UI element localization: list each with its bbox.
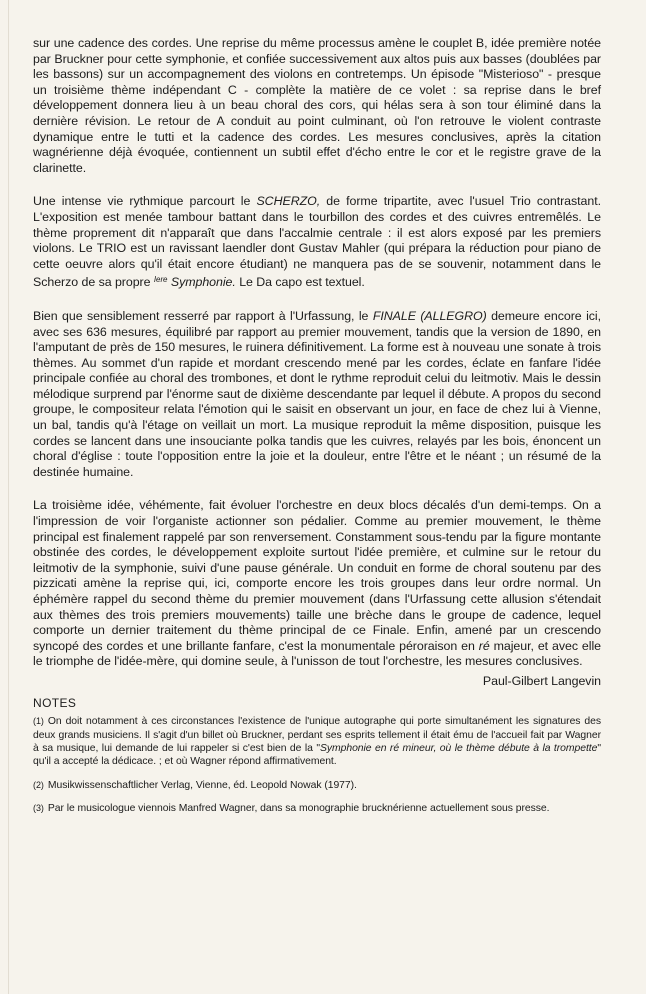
paragraph-1-text: sur une cadence des cordes. Une reprise du même processus amène le couplet B, idée première notée par Bruckner pour cette symphonie, et confiée successivement aux altos puis aux basses (doublées par les bassons) sur un accompagnement des violons en contretemps. Un épisode "Misterioso" - presque un troisième thème indépendant C - complète la matière de ce volet : sa reprise dans le bref développement donnera lieu à un beau choral des cors, qui hélas sera à son tour éliminé dans la dernière révision. Le retour de A conduit au point culminant, où l'on retrouve le violent contraste dynamique entre le tutti et la cadence des cordes. Les mesures conclusives, après la citation wagnérienne déjà évoquée, contiennent un subtil effet d'écho entre le cor et le registre grave de la clarinette. <box>33 36 601 175</box>
paragraph-2-text-c: Le Da capo est textuel. <box>235 275 365 290</box>
re-italic: ré <box>478 638 490 653</box>
note-2-text: Musikwissenschaftlicher Verlag, Vienne, éd. Leopold Nowak (1977). <box>47 779 357 791</box>
paragraph-scherzo <box>33 194 601 291</box>
note-1-italic: Symphonie en ré mineur, où le thème débute à la trompette <box>319 742 598 754</box>
superscript-premiere: Iere <box>153 275 168 285</box>
paragraph-2-text-b: de forme tripartite, avec l'usuel Trio contrastant. L'exposition est menée tambour battant dans le tourbillon des cordes et des cuivres entremêlés. Le thème proprement dit n'apparaît que dans l'accalmie centrale : il est alors exposé par les premiers violons. Le TRIO est un ravissant laendler dont Gustav Mahler (qui prépara la réduction pour piano de cette oeuvre alors qu'il était encore étudiant) ne manquera pas de se souvenir, notamment dans le Scherzo de sa propre <box>33 194 602 290</box>
paragraph-1 <box>33 36 601 176</box>
article-body <box>33 36 601 826</box>
paragraph-finale <box>33 309 601 481</box>
notes-heading: NOTES <box>33 695 77 710</box>
paragraph-2-text-a: Une intense vie rythmique parcourt le <box>33 194 257 209</box>
note-1 <box>33 715 601 769</box>
paragraph-3-text-a: Bien que sensiblement resserré par rapport à l'Urfassung, le <box>33 308 373 323</box>
note-2-number: (2) <box>33 779 44 790</box>
symphonie-italic: Symphonie. <box>167 275 236 290</box>
note-3-text: Par le musicologue viennois Manfred Wagner, dans sa monographie brucknérienne actuellement sous presse. <box>47 803 550 815</box>
paragraph-4-text-a: La troisième idée, véhémente, fait évoluer l'orchestre en deux blocs décalés d'un demi-temps. On a l'impression de voir l'organiste actionner son pédalier. Comme au premier mouvement, le thème principal est finalement rappelé par son renversement. Constamment sous-tendu par la figure montante obstinée des cordes, le développement exploite surtout l'idée première, et culmine sur le retour du leitmotiv de la symphonie, suivi d'une pause générale. Un conduit en forme de choral soutenu par des pizzicati amène la reprise qui, ici, comporte encore les trois groupes dans leur ordre normal. Un éphémère rappel du second thème du premier mouvement (dans l'Urfassung cette allusion s'étendait aux thèmes des trois premiers mouvements) taille une brèche dans le groupe de cadence, lequel comporte un dernier traitement du thème principal de ce Finale. Enfin, amené par un crescendo syncopé des cordes et une brillante fanfare, c'est la monumentale péroraison en <box>33 498 601 653</box>
note-1-text-a: On doit notamment à ces circonstances l'existence de l'unique autographe qui porte simultanément les signatures des deux grands musiciens. Il s'agit d'un billet où Bruckner, perdant ses esprits tellement il était ému de l'accueil fait par Wagner à sa musique, lui demande de lui rappeler si c'est bien de la " <box>33 716 601 754</box>
note-3 <box>33 802 601 815</box>
scherzo-heading: SCHERZO, <box>256 194 321 209</box>
author-signature: Paul-Gilbert Langevin <box>482 673 601 688</box>
scan-edge <box>8 0 9 994</box>
note-1-number: (1) <box>33 716 44 727</box>
note-1-text-b: " qu'il a accepté la dédicace. ; et où Wagner répond affirmativement. <box>33 742 601 768</box>
paragraph-4-text-b: majeur, et avec elle le triomphe de l'idée-mère, qui domine seule, à l'unisson de tout l'orchestre, les mesures conclusives. <box>33 638 602 669</box>
paragraph-3-text-b: demeure encore ici, avec ses 636 mesures, équilibré par rapport au premier mouvement, tandis que la version de 1890, en l'amputant de près de 150 mesures, le ruinera définitivement. La forme est à nouveau une sonate à trois thèmes. Au sommet d'un rapide et mordant crescendo mené par les cordes, éclate en fanfare l'idée principale confiée au choral des trombones, et dont le rythme reproduit celui du leitmotiv. Mais le dessin mélodique surprend par l'énorme saut de dixième descendante par lequel il débute. A propos du second groupe, le compositeur relata l'émotion qui le saisit en observant un jour, en face de chez lui à Vienne, un bal, tandis qu'à l'étage on veillait un mort. La musique reproduit la même disposition, puisque les cordes se lancent dans une insouciante polka tandis que les cuivres, relayés par les bois, énoncent un choral d'église : toute l'opposition entre la joie et la douleur, entre l'être et le néant ; un résumé de la destinée humaine. <box>33 308 602 479</box>
paragraph-4 <box>33 498 601 670</box>
note-2 <box>33 779 601 792</box>
note-3-number: (3) <box>33 803 44 814</box>
finale-heading: FINALE (ALLEGRO) <box>372 308 487 323</box>
